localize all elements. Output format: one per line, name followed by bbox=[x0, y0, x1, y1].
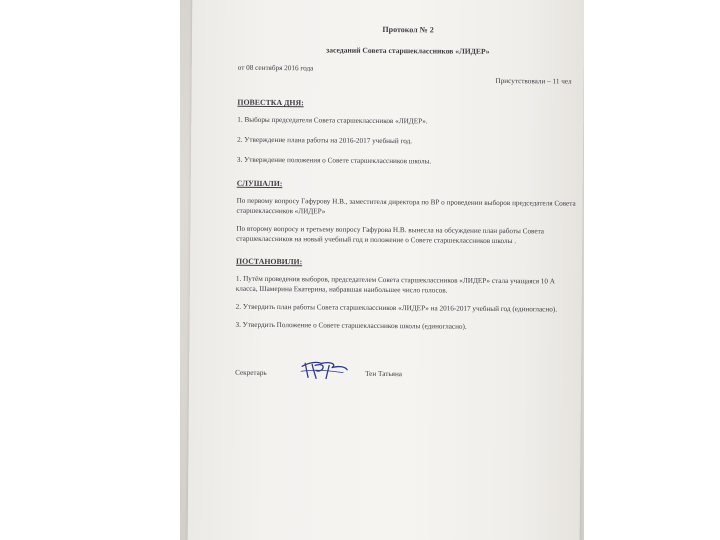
paper-sheet bbox=[188, 0, 584, 540]
document-title: Протокол № 2 bbox=[382, 24, 434, 35]
secretary-label: Секретарь bbox=[235, 368, 267, 377]
handwritten-signature bbox=[299, 357, 351, 381]
heard-paragraph: По первому вопросу Гафурову Н.В., заместителя директора по ВР о проведении выборов председателя Совета старшеклассников «ЛИДЕР» bbox=[236, 196, 576, 216]
heard-heading: СЛУШАЛИ: bbox=[236, 178, 283, 189]
document-photo bbox=[180, 0, 584, 540]
agenda-item: 3. Утверждение положения о Совете старшеклассников школы. bbox=[236, 155, 432, 166]
resolved-paragraph: 2. Утвердить план работы Совета старшеклассников «ЛИДЕР» на 2016-2017 учебный год (единогласно). bbox=[235, 302, 558, 314]
signature-row bbox=[235, 357, 575, 382]
agenda-item: 1. Выборы председателя Совета старшеклассников «ЛИДЕР». bbox=[237, 115, 428, 126]
resolved-heading: ПОСТАНОВИЛИ: bbox=[236, 257, 303, 267]
meta-row bbox=[238, 63, 578, 76]
agenda-item: 2. Утверждение плана работы на 2016-2017 учебный год. bbox=[237, 135, 413, 146]
secretary-name: Тен Татьяна bbox=[365, 369, 403, 379]
protocol-document bbox=[235, 23, 578, 382]
resolved-paragraph: 3. Утвердить Положение о Совете старшеклассников школы (единогласно). bbox=[235, 320, 467, 331]
meeting-date: от 08 сентября 2016 года bbox=[237, 63, 314, 72]
resolved-paragraph: 1. Путём проведения выборов, председателем Совета старшеклассников «ЛИДЕР» стала учащаяся 10 А класса, Шамерина Екатерина, набравшая наибольшее число голосов. bbox=[235, 274, 556, 295]
document-subtitle: заседаний Совета старшеклассников «ЛИДЕР» bbox=[326, 45, 490, 56]
heard-paragraph: По второму вопросу и третьему вопросу Гафурова Н.В. вынесла на обсуждение план работы Совета старшеклассников на новый учебный год и положение о Совете старшеклассников школы . bbox=[236, 224, 545, 245]
agenda-heading: ПОВЕСТКА ДНЯ: bbox=[237, 98, 304, 108]
attendance: Присутствовали – 11 чел bbox=[495, 77, 572, 87]
